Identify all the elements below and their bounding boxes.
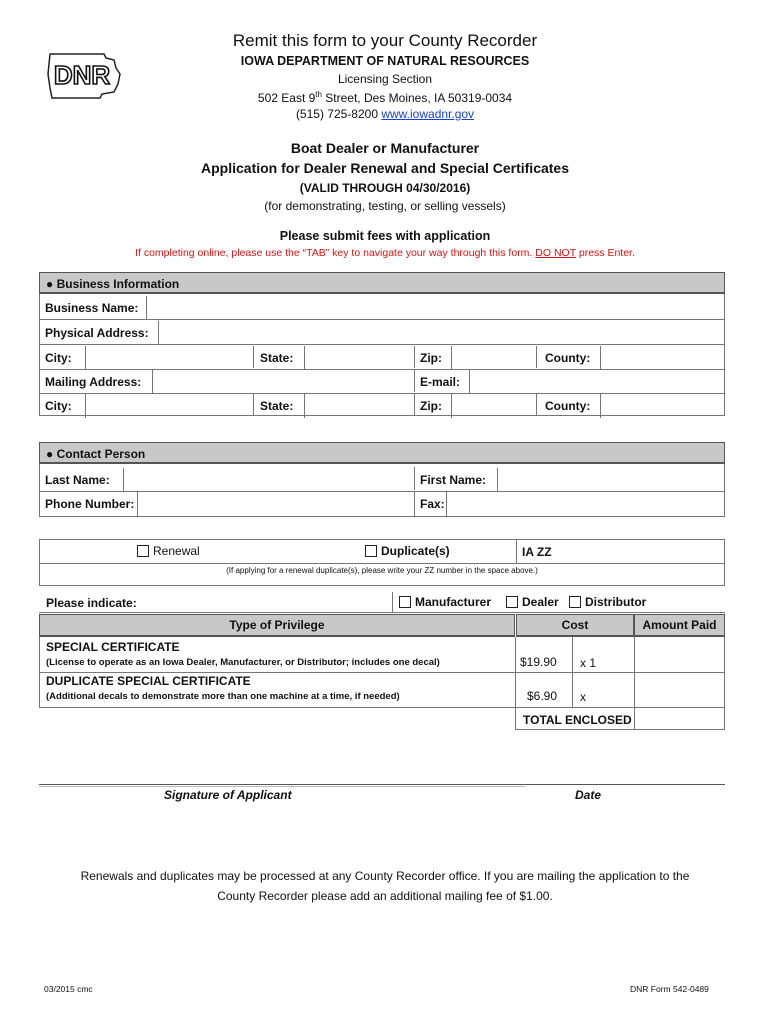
manufacturer-option[interactable]: Manufacturer	[399, 595, 491, 609]
form-subtitle: Application for Dealer Renewal and Special Certificates	[201, 160, 569, 176]
address: 502 East 9th Street, Des Moines, IA 50319-0034	[257, 90, 513, 105]
mailing-note-line1: Renewals and duplicates may be processed at any County Recorder office. If you are mailing the application to the	[80, 869, 690, 883]
distributor-option[interactable]: Distributor	[569, 595, 646, 609]
city-label: City:	[40, 346, 86, 370]
mailing-state-label: State:	[255, 394, 305, 418]
mailing-address-label: Mailing Address:	[40, 370, 153, 394]
online-instructions: If completing online, please use the “TAB” key to navigate your way through this form. DO NOT press Enter.	[135, 247, 635, 259]
total-label: TOTAL ENCLOSED	[523, 713, 632, 727]
state-input[interactable]	[306, 346, 415, 368]
county-input[interactable]	[602, 346, 724, 368]
email-label: E-mail:	[415, 370, 470, 394]
mailing-zip-input[interactable]	[453, 394, 537, 416]
zz-number-input[interactable]	[560, 542, 724, 562]
manufacturer-checkbox[interactable]	[399, 596, 411, 608]
mailing-address-input[interactable]	[154, 370, 415, 392]
mailing-county-label: County:	[537, 394, 601, 418]
website-link[interactable]: www.iowadnr.gov	[381, 107, 475, 121]
validity: (VALID THROUGH 04/30/2016)	[299, 181, 471, 195]
duplicate-cert-amount-input[interactable]	[636, 674, 724, 706]
section-name: Licensing Section	[337, 72, 433, 86]
department-name: IOWA DEPARTMENT OF NATURAL RESOURCES	[240, 54, 530, 68]
mailing-city-input[interactable]	[87, 394, 254, 416]
duplicate-note: (If applying for a renewal duplicate(s), please write your ZZ number in the space above.)	[226, 566, 538, 575]
first-name-label: First Name:	[415, 468, 498, 492]
duplicate-checkbox[interactable]	[365, 545, 377, 557]
remit-heading: Remit this form to your County Recorder	[232, 31, 538, 50]
fax-label: Fax:	[415, 492, 447, 516]
amount-paid-header: Amount Paid	[634, 614, 725, 637]
logo-text: DNR	[53, 60, 111, 90]
total-amount-input[interactable]	[636, 709, 724, 729]
city-input[interactable]	[87, 346, 254, 368]
duplicate-cert-cost: $6.90	[527, 689, 558, 703]
duplicate-cert-title: DUPLICATE SPECIAL CERTIFICATE	[46, 674, 251, 688]
fax-input[interactable]	[448, 492, 724, 516]
zip-label: Zip:	[415, 346, 452, 370]
physical-address-input[interactable]	[160, 321, 724, 343]
mailing-note-line2: County Recorder please add an additional mailing fee of $1.00.	[217, 889, 553, 903]
type-header: Type of Privilege	[39, 614, 515, 637]
special-cert-cost: $19.90	[520, 655, 557, 669]
special-cert-multiplier: x 1	[580, 656, 597, 670]
mailing-city-label: City:	[40, 394, 86, 418]
duplicate-cert-desc: (Additional decals to demonstrate more than one machine at a time, if needed)	[46, 691, 400, 702]
business-name-label: Business Name:	[40, 296, 147, 320]
special-cert-amount-input[interactable]	[636, 639, 724, 671]
ia-zz-label: IA ZZ	[522, 545, 552, 559]
fees-notice: Please submit fees with application	[279, 229, 491, 243]
footer-form-number: DNR Form 542-0489	[630, 984, 709, 994]
footer-revision: 03/2015 cmc	[44, 984, 93, 994]
please-indicate-label: Please indicate:	[46, 596, 137, 610]
purpose: (for demonstrating, testing, or selling vessels)	[264, 199, 506, 213]
first-name-input[interactable]	[499, 467, 724, 490]
contact-line: (515) 725-8200 www.iowadnr.gov	[295, 107, 475, 121]
date-label: Date	[575, 788, 602, 802]
contact-section-header: ● Contact Person	[39, 442, 725, 464]
email-input[interactable]	[471, 370, 724, 392]
last-name-input[interactable]	[125, 467, 415, 490]
mailing-zip-label: Zip:	[415, 394, 452, 418]
special-cert-title: SPECIAL CERTIFICATE	[46, 640, 180, 654]
phone-label: Phone Number:	[40, 492, 138, 516]
signature-label: Signature of Applicant	[164, 788, 292, 802]
dealer-checkbox[interactable]	[506, 596, 518, 608]
mailing-county-input[interactable]	[602, 394, 724, 416]
physical-address-label: Physical Address:	[40, 321, 159, 345]
form-title: Boat Dealer or Manufacturer	[290, 140, 480, 156]
state-label: State:	[255, 346, 305, 370]
duplicate-quantity-input[interactable]	[591, 675, 633, 706]
county-label: County:	[537, 346, 601, 370]
duplicate-cert-multiplier: x	[580, 690, 586, 704]
distributor-checkbox[interactable]	[569, 596, 581, 608]
business-name-input[interactable]	[148, 297, 724, 319]
phone-input[interactable]	[139, 492, 415, 516]
special-cert-desc: (License to operate as an Iowa Dealer, Manufacturer, or Distributor; includes one decal)	[46, 657, 440, 668]
business-section-header: ● Business Information	[39, 272, 725, 294]
renewal-checkbox[interactable]	[137, 545, 149, 557]
signature-line	[39, 784, 725, 785]
dealer-option[interactable]: Dealer	[506, 595, 559, 609]
zip-input[interactable]	[453, 346, 537, 368]
renewal-option[interactable]: Renewal	[137, 544, 200, 558]
last-name-label: Last Name:	[40, 468, 124, 492]
cost-header: Cost	[516, 614, 634, 637]
mailing-state-input[interactable]	[306, 394, 415, 416]
duplicate-option[interactable]: Duplicate(s)	[365, 544, 450, 558]
